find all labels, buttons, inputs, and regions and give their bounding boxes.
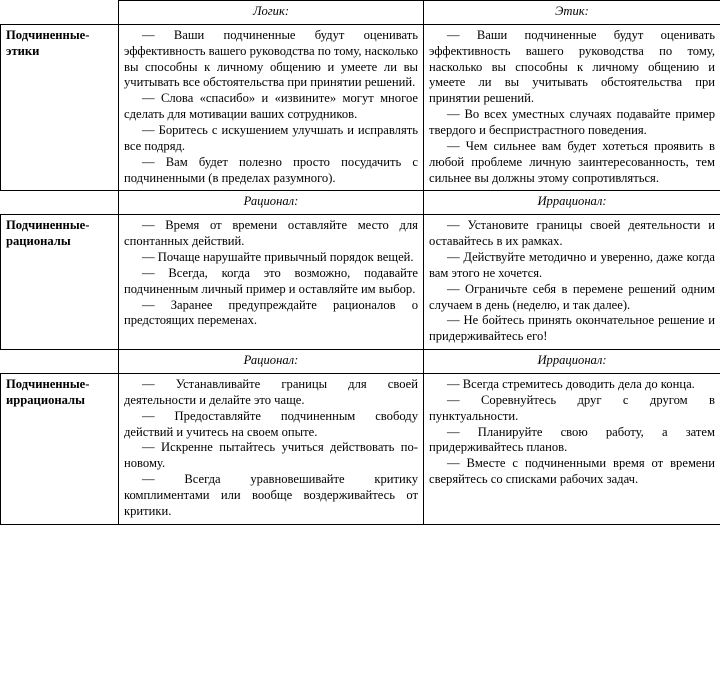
list-item: — Всегда, когда это возможно, подавайте подчиненным личный пример и оставляйте им выбор. [124,266,418,298]
list-item: — Чем сильнее вам будет хотеться проявить в любой проблеме личную заинтересованность, тем сильнее вы должны этому сопротивляться. [429,139,715,187]
type-label-left: Логик: [119,1,424,25]
list-item: — Всегда уравновешивайте критику комплиментами или вообще воздерживайтесь от критики. [124,472,418,520]
list-item: — Время от времени оставляйте место для спонтанных действий. [124,218,418,250]
list-item: — Боритесь с искушением улучшать и исправлять все подряд. [124,123,418,155]
type-header-row [1,191,720,215]
table-row [1,24,720,191]
list-item: — Действуйте методично и уверенно, даже когда вам этого не хочется. [429,250,715,282]
list-item: — Не бойтесь принять окончательное решение и придерживайтесь его! [429,313,715,345]
advice-cell-left [119,215,424,350]
table-row [1,374,720,525]
list-item: — Устанавливайте границы для своей деятельности и делайте это чаще. [124,377,418,409]
list-item: — Ваши подчиненные будут оценивать эффективность вашего руководства по тому, насколько вы способны к личному общению и умеете ли вы учитывать обстоятельства при принятии решений. [429,28,715,107]
list-item: — Планируйте свою работу, а затем придерживайтесь планов. [429,425,715,457]
advice-cell-left [119,24,424,191]
advice-cell-left [119,374,424,525]
table-corner-cell [1,350,119,374]
type-label-right: Иррационал: [424,350,720,374]
type-label-left: Рационал: [119,350,424,374]
list-item: — Слова «спасибо» и «извините» могут многое сделать для мотивации ваших сотрудников. [124,91,418,123]
advice-cell-right [424,374,720,525]
row-label: Подчиненные-этики [1,24,119,191]
type-header-row [1,350,720,374]
list-item: — Искренне пытайтесь учиться действовать по-новому. [124,440,418,472]
list-item: — Во всех уместных случаях подавайте пример твердого и беспристрастного поведения. [429,107,715,139]
list-item: — Вместе с подчиненными время от времени сверяйтесь со списками рабочих задач. [429,456,715,488]
list-item: — Всегда стремитесь доводить дела до конца. [429,377,715,393]
list-item: — Ограничьте себя в перемене решений одним случаем в день (неделю, и так далее). [429,282,715,314]
row-label: Подчиненные-иррационалы [1,374,119,525]
advice-cell-right [424,215,720,350]
list-item: — Соревнуйтесь друг с другом в пунктуальности. [429,393,715,425]
list-item: — Предоставляйте подчиненным свободу действий и учитесь на своем опыте. [124,409,418,441]
list-item: — Заранее предупреждайте рационалов о предстоящих переменах. [124,298,418,330]
advice-cell-right [424,24,720,191]
list-item: — Ваши подчиненные будут оценивать эффективность вашего руководства по тому, насколько вы способны к личному общению и умеете ли вы учитывать все обстоятельства при принятии решений. [124,28,418,91]
type-label-right: Этик: [424,1,720,25]
type-header-row [1,1,720,25]
list-item: — Установите границы своей деятельности и оставайтесь в их рамках. [429,218,715,250]
table-corner-cell [1,1,119,25]
row-label: Подчиненные-рационалы [1,215,119,350]
table-corner-cell [1,191,119,215]
list-item: — Вам будет полезно просто посудачить с подчиненными (в пределах разумного). [124,155,418,187]
type-label-left: Рационал: [119,191,424,215]
table-row [1,215,720,350]
type-label-right: Иррационал: [424,191,720,215]
list-item: — Почаще нарушайте привычный порядок вещей. [124,250,418,266]
